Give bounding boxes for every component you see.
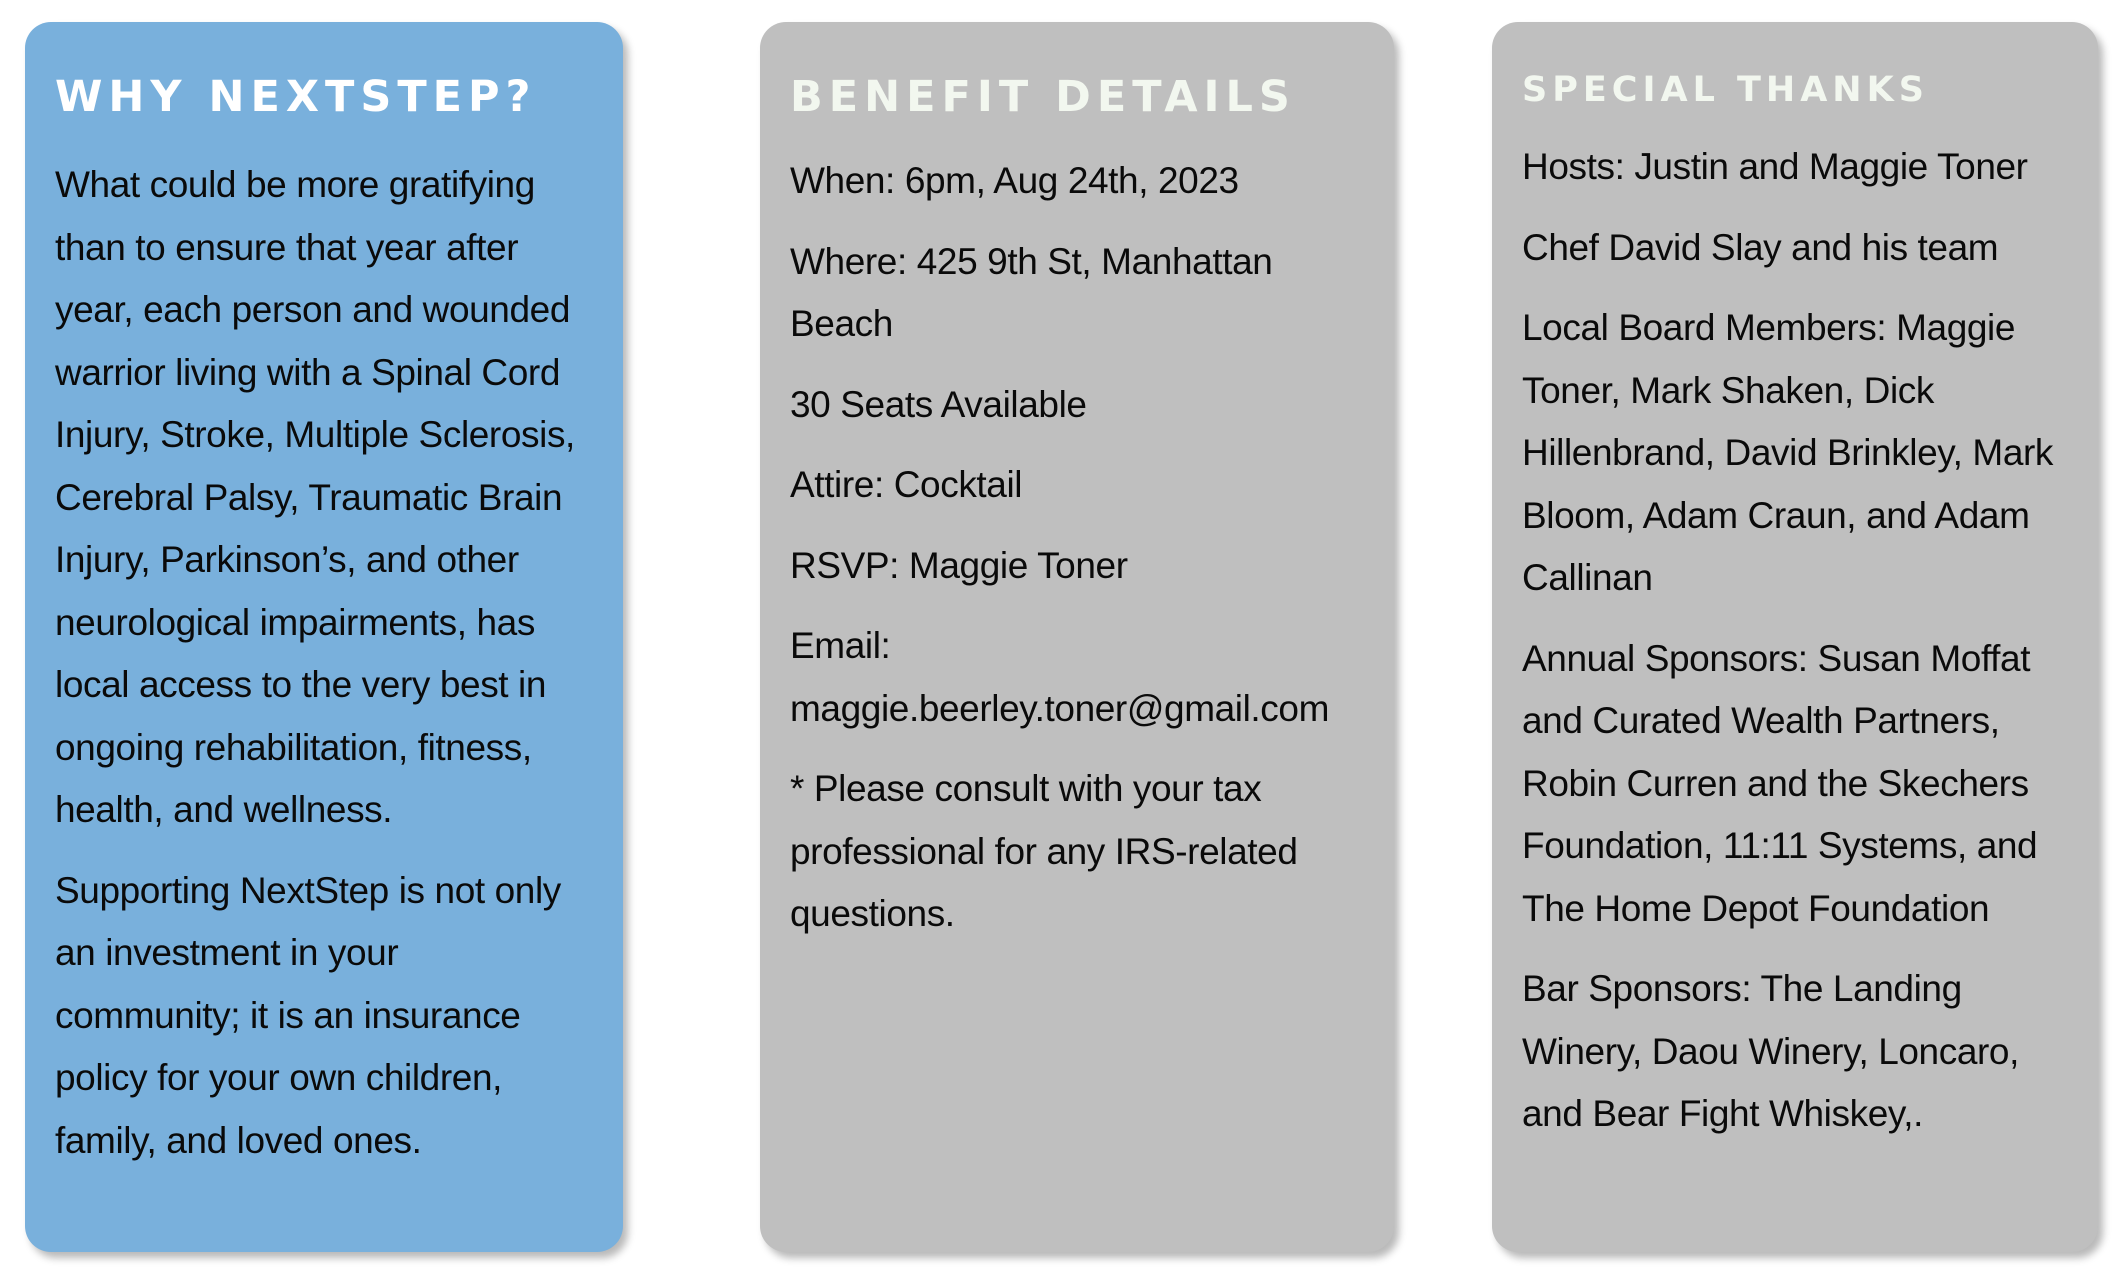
thanks-board-members: Local Board Members: Maggie Toner, Mark Shaken, Dick Hillenbrand, David Brinkley, Mark Bloom, Adam Craun, and Adam Callinan (1522, 307, 2054, 598)
why-nextstep-paragraph-1: What could be more gratifying than to ensure that year after year, each person and wounded warrior living with a Spinal Cord Injury, Stroke, Multiple Sclerosis, Cerebral Palsy, Traumatic Brain Injury, Parkinson’s, and other neurological impairments, has local access to the very best in ongoing rehabilitation, fitness, health, and wellness. (55, 164, 575, 830)
benefit-details-card (760, 22, 1394, 1252)
benefit-where: Where: 425 9th St, Manhattan Beach (790, 240, 1273, 344)
benefit-tax-note: * Please consult with your tax professional for any IRS-related questions. (790, 768, 1298, 934)
why-nextstep-card (25, 22, 623, 1252)
benefit-email: Email: maggie.beerley.toner@gmail.com (790, 625, 1330, 729)
benefit-details-heading: BENEFIT DETAILS (790, 72, 1296, 122)
thanks-chef: Chef David Slay and his team (1522, 226, 1999, 268)
benefit-rsvp: RSVP: Maggie Toner (790, 544, 1128, 586)
thanks-annual-sponsors: Annual Sponsors: Susan Moffat and Curated Wealth Partners, Robin Curren and the Skechers Foundation, 11:11 Systems, and The Home Depot Foundation (1522, 637, 2038, 929)
thanks-hosts: Hosts: Justin and Maggie Toner (1522, 146, 2028, 187)
special-thanks-heading: SPECIAL THANKS (1522, 70, 1929, 110)
why-nextstep-heading: WHY NEXTSTEP? (55, 72, 537, 122)
benefit-attire: Attire: Cocktail (790, 464, 1023, 505)
benefit-seats: 30 Seats Available (790, 383, 1087, 425)
benefit-when: When: 6pm, Aug 24th, 2023 (790, 160, 1239, 201)
thanks-bar-sponsors: Bar Sponsors: The Landing Winery, Daou Winery, Loncaro, and Bear Fight Whiskey,. (1522, 968, 2019, 1134)
special-thanks-card (1492, 22, 2098, 1252)
why-nextstep-paragraph-2: Supporting NextStep is not only an investment in your community; it is an insurance policy for your own children, family, and loved ones. (55, 869, 561, 1161)
